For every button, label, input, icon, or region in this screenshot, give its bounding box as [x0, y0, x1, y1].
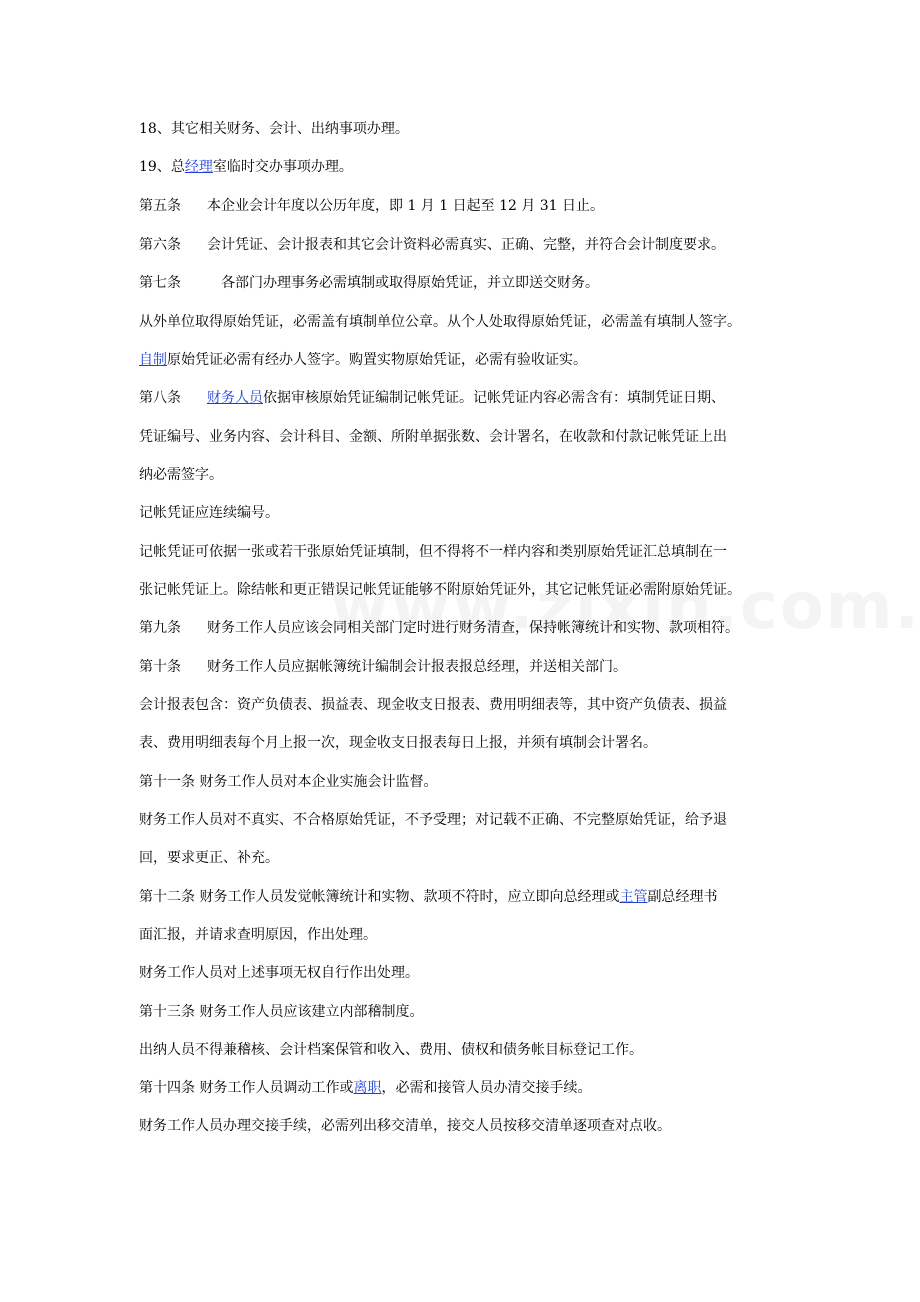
- paragraph-line: [139, 542, 789, 562]
- article-10: [139, 657, 789, 677]
- paragraph-line: [139, 925, 789, 945]
- article-7: [139, 273, 789, 293]
- article-11-text: 第十一条 财务工作人员对本企业实施会计监督。: [139, 774, 438, 790]
- article-6-text: 会计凭证、会计报表和其它会计资料必需真实、正确、完整，并符合会计制度要求。: [207, 237, 725, 253]
- paragraph-line: [139, 503, 789, 523]
- link-supervisor[interactable]: 主管: [619, 889, 648, 905]
- link-manager[interactable]: 经理: [184, 159, 213, 175]
- paragraph-line: [139, 733, 789, 753]
- item-19-prefix: 19、总: [139, 159, 185, 175]
- paragraph-text: 面汇报，并请求查明原因，作出处理。: [139, 927, 377, 943]
- paragraph-text: 记帐凭证应连续编号。: [139, 505, 279, 521]
- article-12-text: 第十二条 财务工作人员发觉帐簿统计和实物、款项不符时，应立即向总经理或: [139, 889, 620, 905]
- article-9-label: 第九条: [139, 620, 181, 636]
- article-6: [139, 235, 789, 255]
- article-14-suffix: ，必需和接管人员办清交接手续。: [381, 1080, 592, 1096]
- article-5-label: 第五条: [139, 198, 181, 214]
- paragraph-text: 财务工作人员对不真实、不合格原始凭证，不予受理；对记载不正确、不完整原始凭证，给予退: [139, 812, 727, 828]
- paragraph-text: 出纳人员不得兼稽核、会计档案保管和收入、费用、债权和债务帐目标登记工作。: [139, 1042, 643, 1058]
- article-13-text: 第十三条 财务工作人员应该建立内部稽制度。: [139, 1004, 424, 1020]
- article-12-suffix: 副总经理书: [647, 889, 718, 905]
- article-10-label: 第十条: [139, 659, 181, 675]
- paragraph-text: 纳必需签字。: [139, 467, 223, 483]
- paragraph-text: 财务工作人员对上述事项无权自行作出处理。: [139, 965, 419, 981]
- paragraph-text: 从外单位取得原始凭证，必需盖有填制单位公章。从个人处取得原始凭证，必需盖有填制人签字。: [139, 314, 741, 330]
- paragraph-text: 记帐凭证可依据一张或若干张原始凭证填制，但不得将不一样内容和类别原始凭证汇总填制在一: [139, 544, 727, 560]
- paragraph-line: [139, 427, 789, 447]
- article-7-text: 各部门办理事务必需填制或取得原始凭证，并立即送交财务。: [221, 275, 599, 291]
- article-8: [139, 388, 789, 408]
- article-13: [139, 1002, 789, 1022]
- paragraph-line: [139, 695, 789, 715]
- article-5-text: 本企业会计年度以公历年度，即 1 月 1 日起至 12 月 31 日止。: [207, 198, 605, 214]
- article-7-label: 第七条: [139, 275, 181, 291]
- link-resignation[interactable]: 离职: [353, 1080, 382, 1096]
- paragraph-line: [139, 848, 789, 868]
- article-8-text: 依据审核原始凭证编制记帐凭证。记帐凭证内容必需含有：填制凭证日期、: [263, 390, 725, 406]
- paragraph-line: [139, 312, 789, 332]
- item-19: [139, 157, 789, 177]
- paragraph-line: [139, 1116, 789, 1136]
- paragraph-line: [139, 963, 789, 983]
- article-8-label: 第八条: [139, 390, 181, 406]
- article-14-text: 第十四条 财务工作人员调动工作或: [139, 1080, 354, 1096]
- link-self-made[interactable]: 自制: [139, 352, 167, 368]
- link-finance-staff[interactable]: 财务人员: [207, 390, 263, 406]
- article-12: [139, 887, 789, 907]
- paragraph-text: 表、费用明细表每个月上报一次，现金收支日报表每日上报，并须有填制会计署名。: [139, 735, 657, 751]
- item-19-suffix: 室临时交办事项办理。: [212, 159, 353, 175]
- article-10-text: 财务工作人员应据帐簿统计编制会计报表报总经理，并送相关部门。: [207, 659, 627, 675]
- paragraph-line: [139, 580, 789, 600]
- article-14: [139, 1078, 789, 1098]
- item-18-text: 18、其它相关财务、会计、出纳事项办理。: [139, 121, 409, 137]
- item-18: [139, 119, 789, 139]
- paragraph-text: 财务工作人员办理交接手续，必需列出移交清单，接交人员按移交清单逐项查对点收。: [139, 1118, 671, 1134]
- article-11: [139, 772, 789, 792]
- article-5: [139, 196, 789, 216]
- paragraph-line: [139, 810, 789, 830]
- paragraph-text: 凭证编号、业务内容、会计科目、金额、所附单据张数、会计署名，在收款和付款记帐凭证上出: [139, 429, 727, 445]
- paragraph-line: [139, 350, 789, 370]
- article-9: [139, 618, 789, 638]
- article-9-text: 财务工作人员应该会同相关部门定时进行财务清查，保持帐簿统计和实物、款项相符。: [207, 620, 739, 636]
- paragraph-text: 会计报表包含：资产负债表、损益表、现金收支日报表、费用明细表等，其中资产负债表、损益: [139, 697, 727, 713]
- paragraph-text: 张记帐凭证上。除结帐和更正错误记帐凭证能够不附原始凭证外，其它记帐凭证必需附原始凭证。: [139, 582, 741, 598]
- paragraph-text: 原始凭证必需有经办人签字。购置实物原始凭证，必需有验收证实。: [167, 352, 587, 368]
- paragraph-text: 回，要求更正、补充。: [139, 850, 279, 866]
- paragraph-line: [139, 1040, 789, 1060]
- paragraph-line: [139, 465, 789, 485]
- article-6-label: 第六条: [139, 237, 181, 253]
